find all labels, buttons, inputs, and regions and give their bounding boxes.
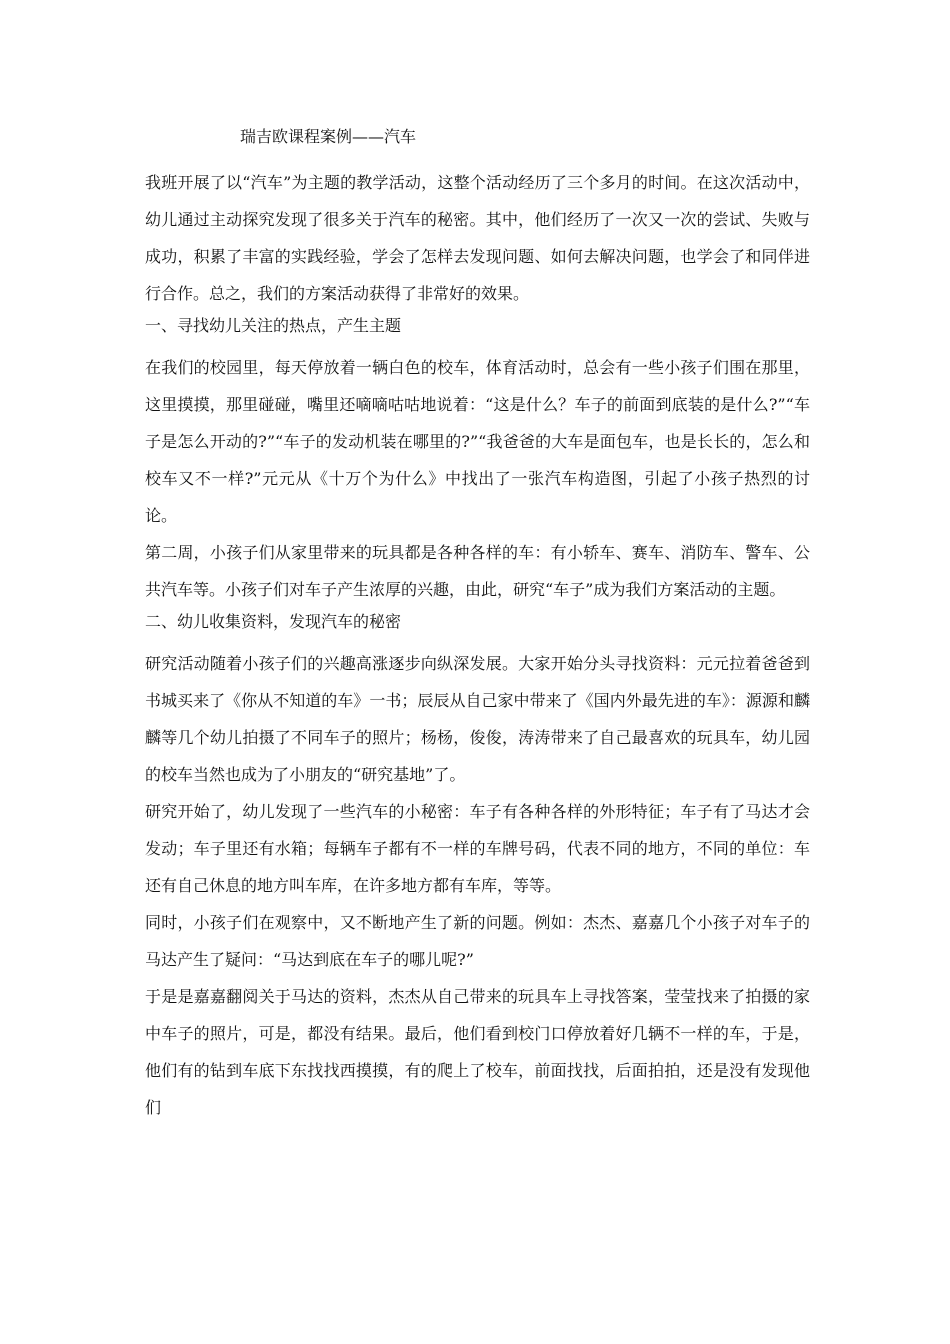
paragraph-section2-c: 同时，小孩子们在观察中，又不断地产生了新的问题。例如：杰杰、嘉嘉几个小孩子对车子的马达产生了疑问：“马达到底在车子的哪儿呢?” bbox=[145, 913, 810, 969]
paragraph-section2-b: 研究开始了，幼儿发现了一些汽车的小秘密：车子有各种各样的外形特征；车子有了马达才会发动；车子里还有水箱；每辆车子都有不一样的车牌号码，代表不同的地方，不同的单位：车还有自己休息的地方叫车库，在许多地方都有车库，等等。 bbox=[145, 802, 810, 895]
paragraph-intro: 我班开展了以“汽车”为主题的教学活动，这整个活动经历了三个多月的时间。在这次活动中，幼儿通过主动探究发现了很多关于汽车的秘密。其中，他们经历了一次又一次的尝试、失败与成功，积累了丰富的实践经验，学会了怎样去发现问题、如何去解决问题，也学会了和同伴进行合作。总之，我们的方案活动获得了非常好的效果。 bbox=[145, 173, 810, 303]
document-body bbox=[145, 164, 810, 1126]
paragraph-section1-b: 第二周，小孩子们从家里带来的玩具都是各种各样的车：有小轿车、赛车、消防车、警车、公共汽车等。小孩子们对车子产生浓厚的兴趣，由此，研究“车子”成为我们方案活动的主题。 bbox=[145, 543, 810, 599]
section-heading-1: 一、寻找幼儿关注的热点，产生主题 bbox=[145, 316, 402, 335]
section-heading-2: 二、幼儿收集资料，发现汽车的秘密 bbox=[145, 612, 402, 631]
document-title: 瑞吉欧课程案例——汽车 bbox=[240, 127, 417, 146]
paragraph-section2-d: 于是是嘉嘉翻阅关于马达的资料，杰杰从自己带来的玩具车上寻找答案，莹莹找来了拍摄的家中车子的照片，可是，都没有结果。最后，他们看到校门口停放着好几辆不一样的车，于是，他们有的钻到车底下东找找西摸摸，有的爬上了校车，前面找找，后面拍拍，还是没有发现他们 bbox=[145, 987, 810, 1117]
paragraph-section2-a: 研究活动随着小孩子们的兴趣高涨逐步向纵深发展。大家开始分头寻找资料：元元拉着爸爸到书城买来了《你从不知道的车》一书；辰辰从自己家中带来了《国内外最先进的车》：源源和麟麟等几个幼儿拍摄了不同车子的照片；杨杨，俊俊，涛涛带来了自己最喜欢的玩具车，幼儿园的校车当然也成为了小朋友的“研究基地”了。 bbox=[145, 654, 810, 784]
paragraph-section1-a: 在我们的校园里，每天停放着一辆白色的校车，体育活动时，总会有一些小孩子们围在那里，这里摸摸，那里碰碰，嘴里还嘀嘀咕咕地说着：“这是什么？车子的前面到底装的是什么?”“车子是怎么开动的?”“车子的发动机装在哪里的?”“我爸爸的大车是面包车，也是长长的，怎么和校车又不一样?”元元从《十万个为什么》中找出了一张汽车构造图，引起了小孩子热烈的讨论。 bbox=[145, 358, 810, 525]
